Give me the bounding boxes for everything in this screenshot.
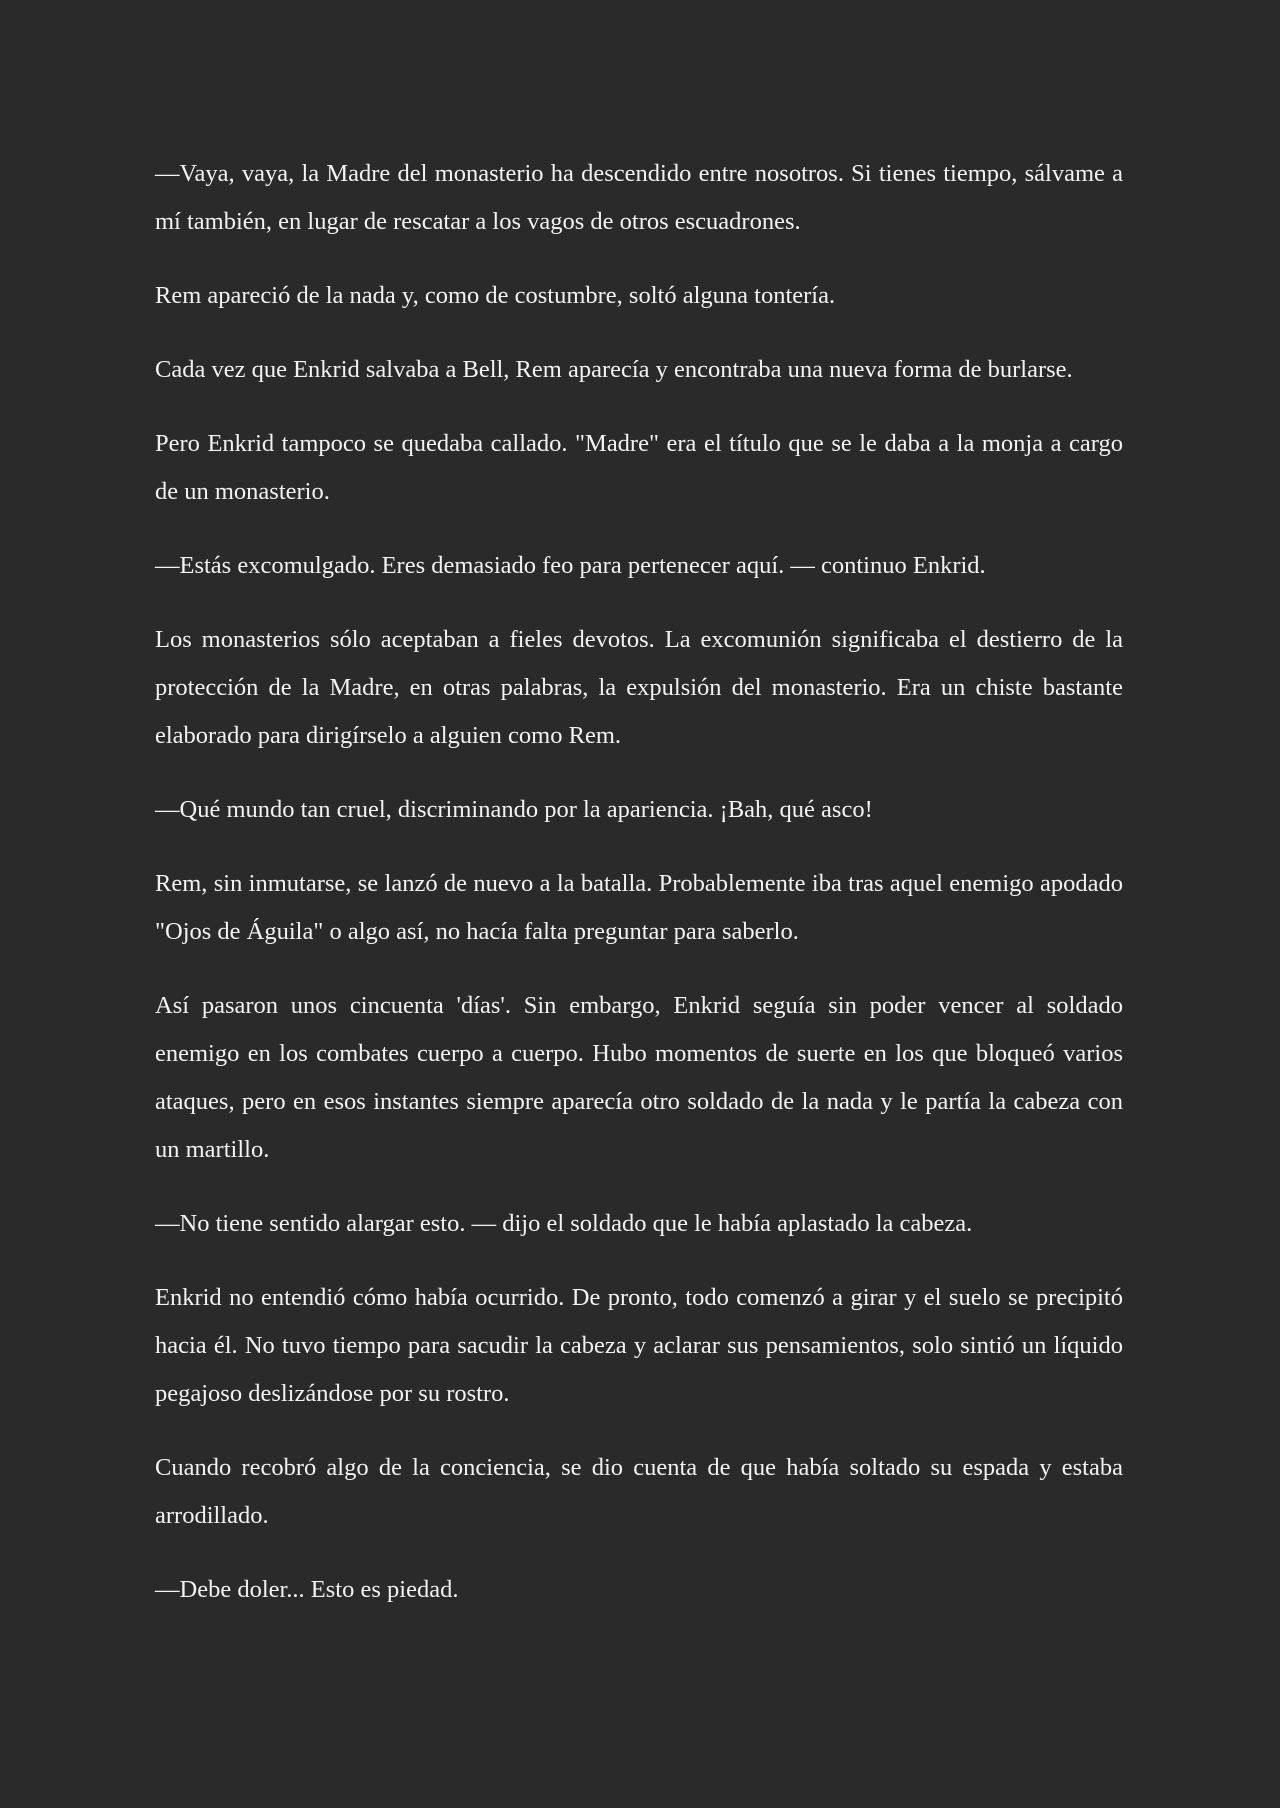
chapter-text	[155, 150, 1123, 1640]
paragraph: —Debe doler... Esto es piedad.	[155, 1576, 459, 1603]
paragraph: Cuando recobró algo de la conciencia, se dio cuenta de que había soltado su espada y estaba arrodillado.	[155, 1454, 1123, 1529]
paragraph: Enkrid no entendió cómo había ocurrido. De pronto, todo comenzó a girar y el suelo se precipitó hacia él. No tuvo tiempo para sacudir la cabeza y aclarar sus pensamientos, solo sintió un líquido pegajoso deslizándose por su rostro.	[155, 1284, 1123, 1407]
paragraph: —No tiene sentido alargar esto. — dijo el soldado que le había aplastado la cabeza.	[155, 1210, 973, 1237]
paragraph: Así pasaron unos cincuenta 'días'. Sin embargo, Enkrid seguía sin poder vencer al soldado enemigo en los combates cuerpo a cuerpo. Hubo momentos de suerte en los que bloqueó varios ataques, pero en esos instantes siempre aparecía otro soldado de la nada y le partía la cabeza con un martillo.	[155, 992, 1123, 1163]
paragraph: Rem apareció de la nada y, como de costumbre, soltó alguna tontería.	[155, 282, 836, 309]
paragraph: Los monasterios sólo aceptaban a fieles devotos. La excomunión significaba el destierro de la protección de la Madre, en otras palabras, la expulsión del monasterio. Era un chiste bastante elaborado para dirigírselo a alguien como Rem.	[155, 626, 1123, 749]
paragraph: —Vaya, vaya, la Madre del monasterio ha descendido entre nosotros. Si tienes tiempo, sálvame a mí también, en lugar de rescatar a los vagos de otros escuadrones.	[155, 160, 1123, 235]
paragraph: Rem, sin inmutarse, se lanzó de nuevo a la batalla. Probablemente iba tras aquel enemigo apodado "Ojos de Águila" o algo así, no hacía falta preguntar para saberlo.	[155, 870, 1123, 945]
paragraph: Cada vez que Enkrid salvaba a Bell, Rem aparecía y encontraba una nueva forma de burlarse.	[155, 356, 1073, 383]
paragraph: —Estás excomulgado. Eres demasiado feo para pertenecer aquí. — continuo Enkrid.	[155, 552, 986, 579]
paragraph: Pero Enkrid tampoco se quedaba callado. "Madre" era el título que se le daba a la monja a cargo de un monasterio.	[155, 430, 1123, 505]
paragraph: —Qué mundo tan cruel, discriminando por la apariencia. ¡Bah, qué asco!	[155, 796, 873, 823]
